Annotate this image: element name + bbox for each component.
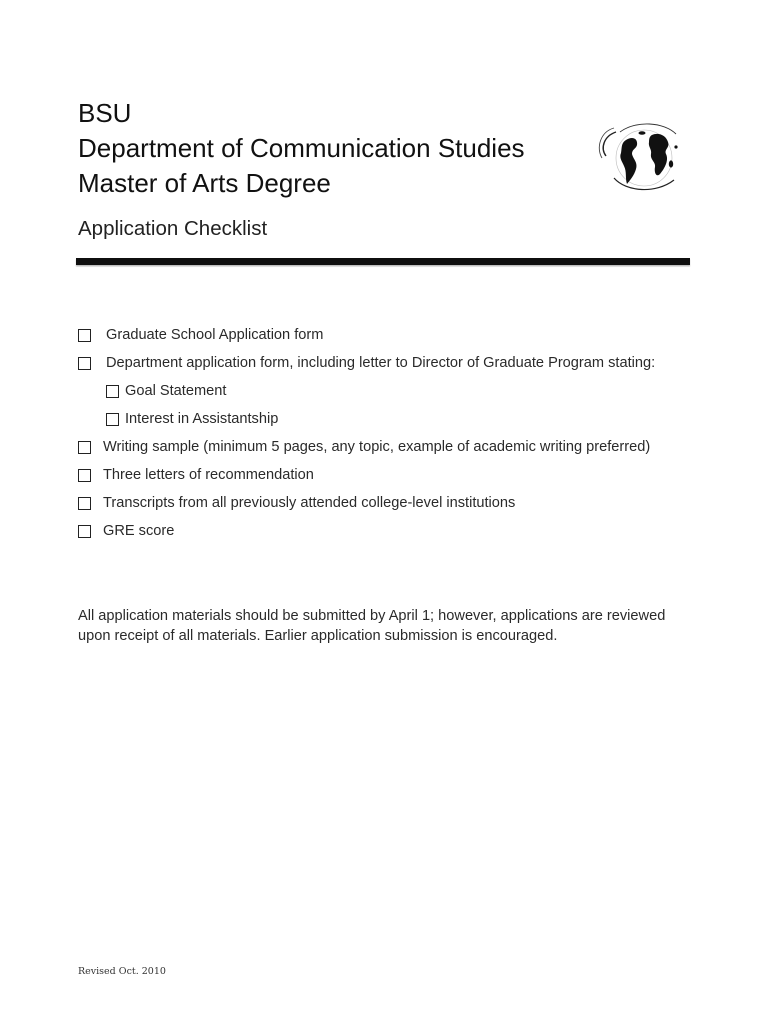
title-line-institution: BSU — [78, 98, 132, 128]
checklist-item-label: Transcripts from all previously attended college-level institutions — [103, 495, 516, 511]
checklist-subitem-label: Goal Statement — [125, 383, 227, 399]
checklist-item-label: Graduate School Application form — [106, 327, 324, 343]
checklist-item[interactable] — [78, 354, 655, 372]
checklist-item-label: Writing sample (minimum 5 pages, any topic, example of academic writing preferred) — [103, 439, 651, 455]
checklist-subitem[interactable] — [106, 382, 226, 400]
title-line-degree: Master of Arts Degree — [78, 168, 331, 198]
globe-icon — [592, 118, 688, 194]
checkbox[interactable] — [106, 413, 119, 426]
checklist-subitem-label: Interest in Assistantship — [125, 411, 279, 427]
revision-date: Revised Oct. 2010 — [78, 966, 166, 977]
checkbox[interactable] — [78, 469, 91, 482]
checklist-item[interactable] — [78, 466, 314, 484]
checklist-item-label: Department application form, including letter to Director of Graduate Program stating: — [106, 355, 656, 371]
header-divider — [76, 258, 690, 265]
submission-note-line: All application materials should be submitted by April 1; however, applications are reviewed — [78, 608, 666, 624]
checklist-subitem[interactable] — [106, 410, 278, 428]
checkbox[interactable] — [78, 329, 91, 342]
checkbox[interactable] — [106, 385, 119, 398]
page-title — [78, 96, 598, 201]
checklist-item[interactable] — [78, 522, 174, 540]
checklist-item[interactable] — [78, 326, 323, 344]
checkbox[interactable] — [78, 525, 91, 538]
checkbox[interactable] — [78, 357, 91, 370]
checkbox[interactable] — [78, 497, 91, 510]
submission-note-line: upon receipt of all materials. Earlier application submission is encouraged. — [78, 628, 558, 644]
checklist-item-label: GRE score — [103, 523, 175, 539]
checklist-heading: Application Checklist — [78, 217, 268, 240]
checklist-item[interactable] — [78, 494, 515, 512]
title-line-department: Department of Communication Studies — [78, 133, 525, 163]
checkbox[interactable] — [78, 441, 91, 454]
checklist-item-label: Three letters of recommendation — [103, 467, 314, 483]
submission-note — [78, 606, 698, 646]
checklist-item[interactable] — [78, 438, 650, 456]
